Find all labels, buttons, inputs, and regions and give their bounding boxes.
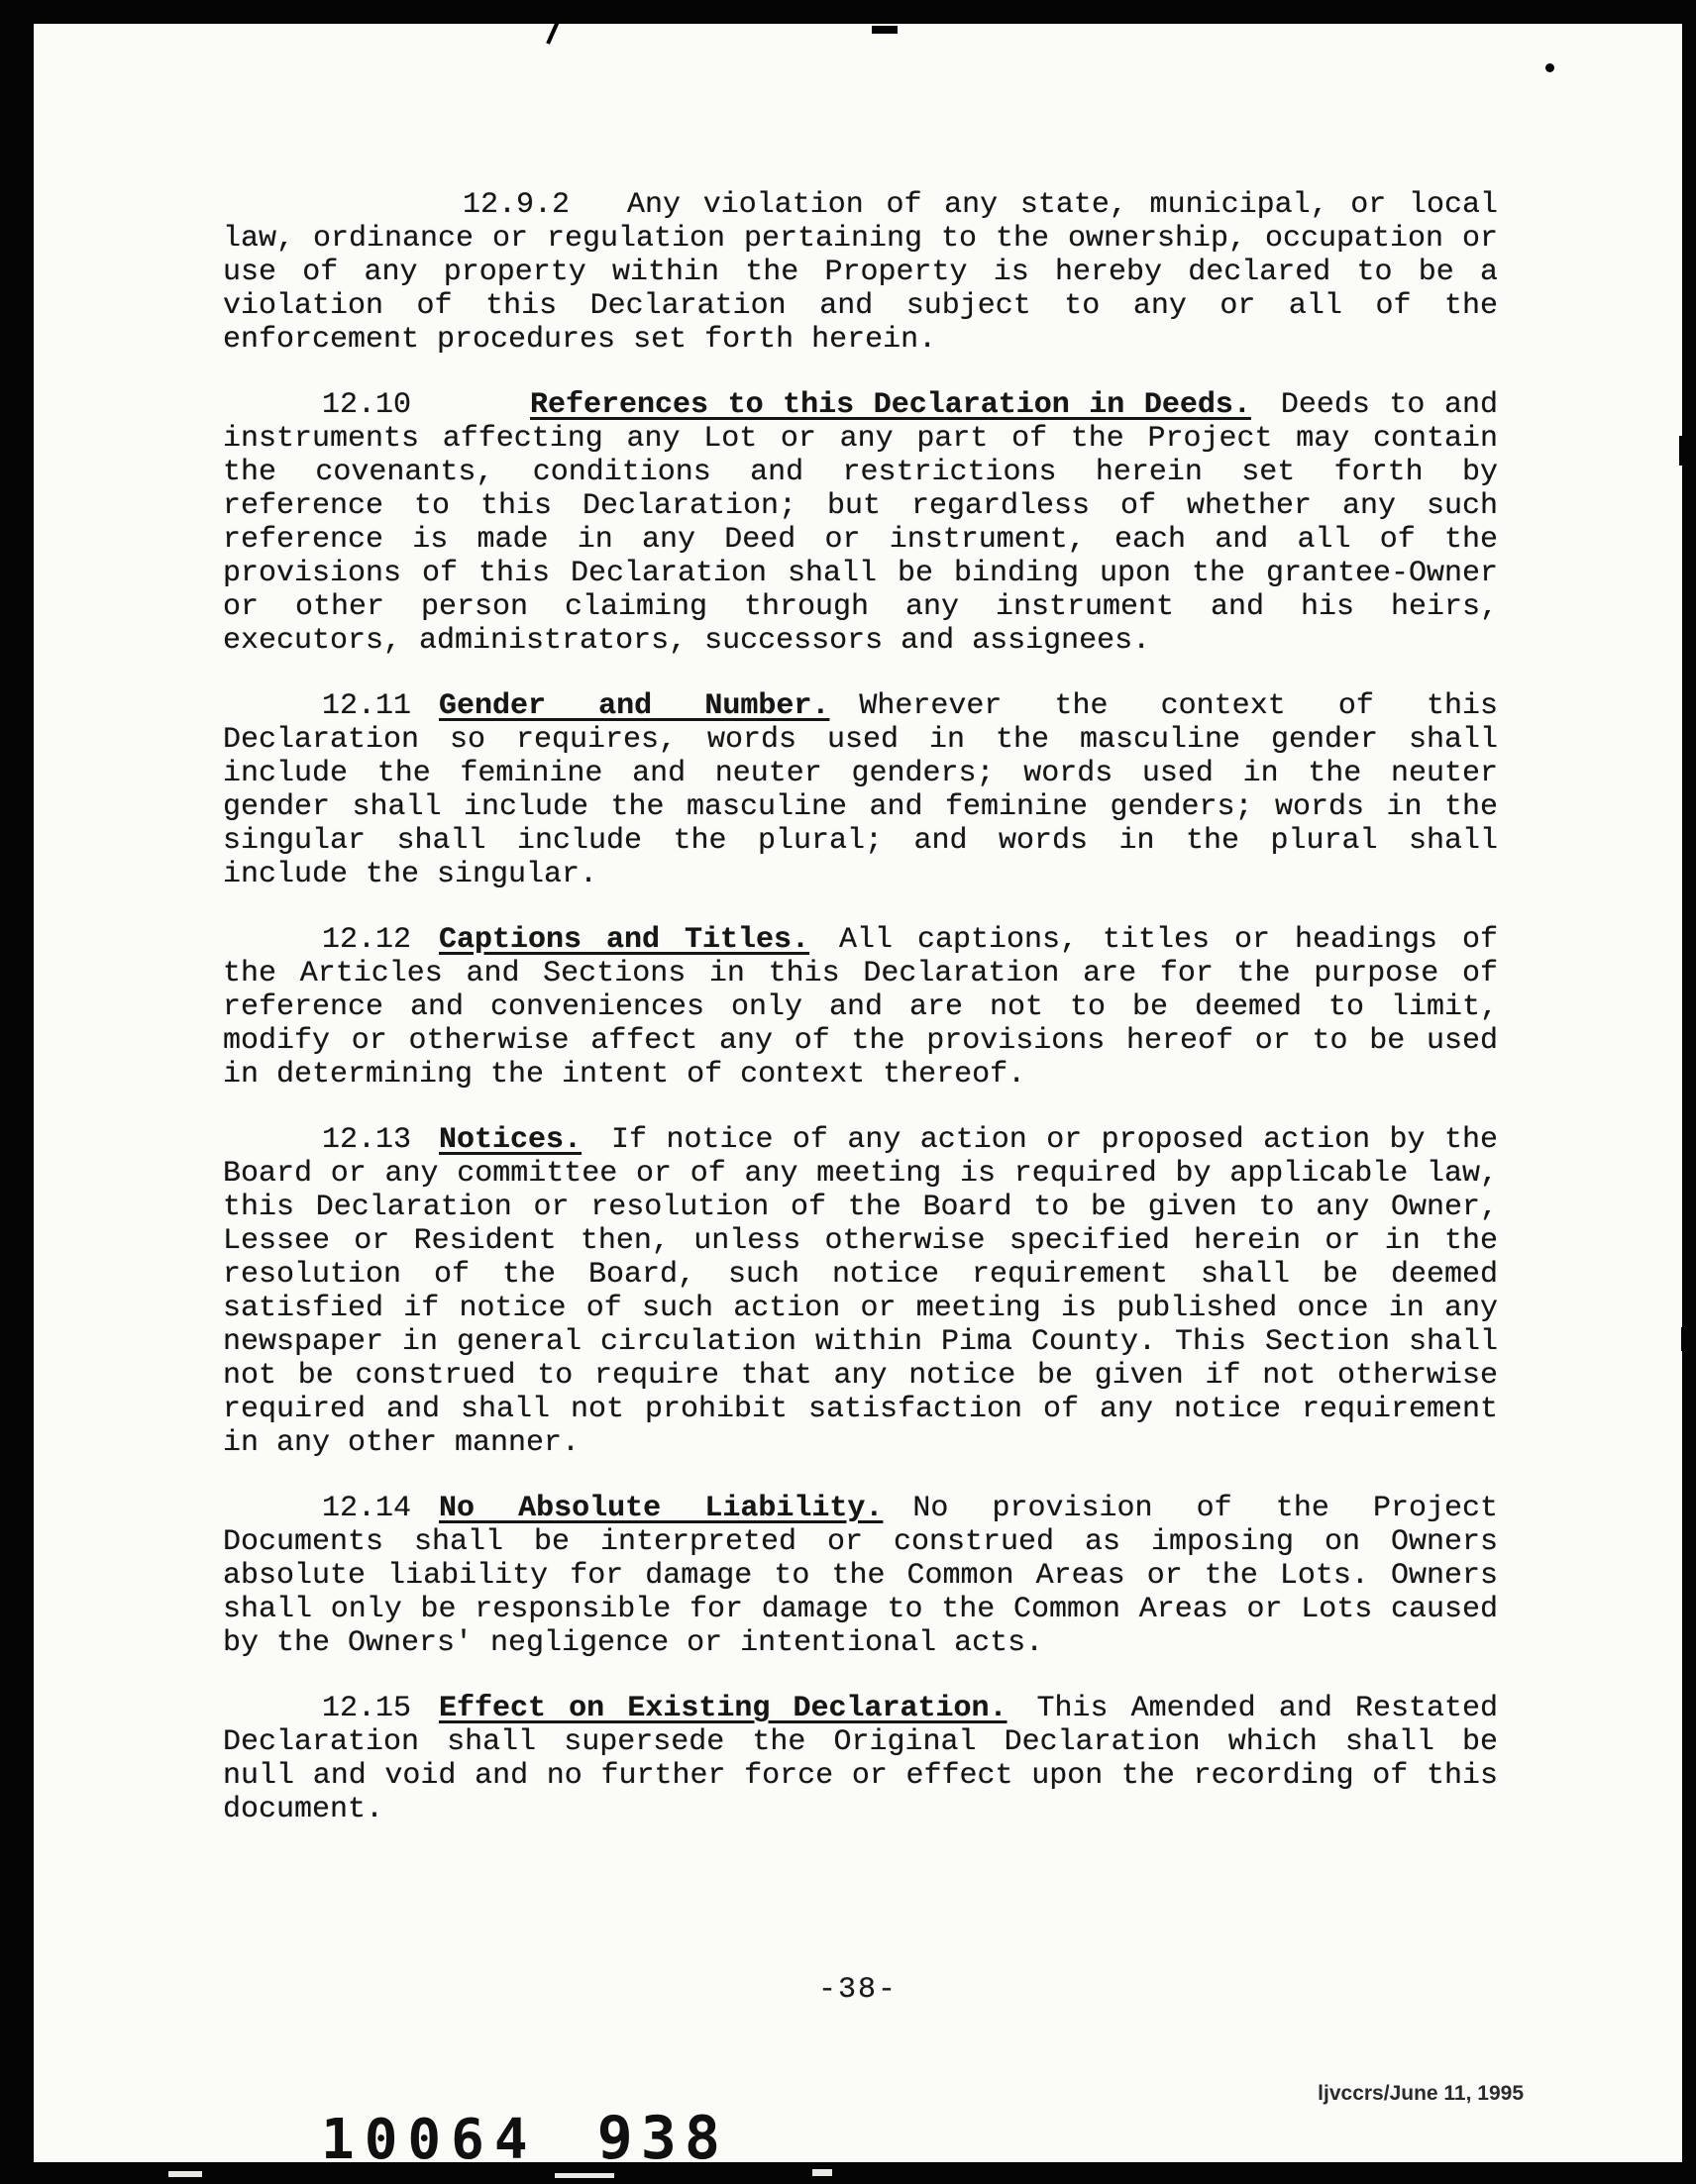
section-number: 12.13 (322, 1123, 412, 1157)
section-12-11 (223, 689, 1498, 891)
section-heading: Captions and Titles. (439, 923, 810, 957)
section-12-9-2 (223, 188, 1498, 357)
section-body: Wherever the context of this Declaration so requires, words used in the masculine gender shall include the feminine and neuter genders; words used in the neuter gender shall include the masculine and feminine genders; words in the singular shall include the plural; and words in the plural shall include the singular. (223, 689, 1498, 891)
section-number: 12.9.2 (463, 188, 571, 222)
section-12-15 (223, 1692, 1498, 1826)
section-heading: Gender and Number. (439, 689, 830, 723)
section-number: 12.12 (322, 923, 412, 957)
section-number: 12.14 (322, 1492, 412, 1525)
section-body: Any violation of any state, municipal, or local law, ordinance or regulation pertaining to the ownership, occupation or use of any property within the Property is hereby declared to be a violation of this Declaration and subject to any or all of the enforcement procedures set forth herein. (223, 188, 1498, 357)
section-body: Deeds to and instruments affecting any Lot or any part of the Project may contain the covenants, conditions and restrictions herein set forth by reference to this Declaration; but regardless of whether any such reference is made in any Deed or instrument, each and all of the provisions of this Declaration shall be binding upon the grantee-Owner or other person claiming through any instrument and his heirs, executors, administrators, successors and assignees. (223, 388, 1498, 658)
section-number: 12.15 (322, 1692, 412, 1725)
stamp-number-left: 10064 (321, 2108, 538, 2172)
section-12-14 (223, 1492, 1498, 1660)
scan-speck (4, 1575, 18, 1597)
section-body: All captions, titles or headings of the Articles and Sections in this Declaration are for the purpose of reference and conveniences only and are not to be deemed to limit, modify or otherwise affect any of the provisions hereof or to be used in determining the intent of context thereof. (223, 923, 1498, 1092)
page-number: -38- (817, 1973, 898, 2007)
section-12-12 (223, 923, 1498, 1092)
scan-speck (14, 327, 21, 335)
section-body: This Amended and Restated Declaration shall supersede the Original Declaration which shall be null and void and no further force or effect upon the recording of this document. (223, 1692, 1498, 1826)
scan-speck (10, 862, 18, 872)
section-12-13 (223, 1123, 1498, 1460)
section-body: If notice of any action or proposed action by the Board or any committee or of any meeting is required by applicable law, this Declaration or resolution of the Board to be given to any Owner, Lessee or Resident then, unless otherwise specified herein or in the resolution of the Board, such notice requirement shall be deemed satisfied if notice of such action or meeting is published once in any newspaper in general circulation within Pima County. This Section shall not be construed to require that any notice be given if not otherwise required and shall not prohibit satisfaction of any notice requirement in any other manner. (223, 1123, 1498, 1460)
section-heading: References to this Declaration in Deeds. (530, 388, 1251, 422)
scan-speck (1681, 1327, 1696, 1351)
section-heading: Notices. (439, 1123, 583, 1157)
section-heading: Effect on Existing Declaration. (439, 1692, 1007, 1725)
scan-speck (872, 26, 898, 34)
stamp-number-right: 938 (596, 2104, 728, 2173)
footer-reference-note: ljvccrs/June 11, 1995 (1318, 2082, 1524, 2105)
section-body: No provision of the Project Documents shall be interpreted or construed as imposing on Owners absolute liability for damage to the Common Areas or the Lots. Owners shall only be responsible for damage to the Common Areas or Lots caused by the Owners' negligence or intentional acts. (223, 1492, 1498, 1660)
section-12-10 (223, 388, 1498, 658)
section-number: 12.11 (322, 689, 412, 723)
document-body (223, 188, 1498, 1858)
document-page (34, 24, 1682, 2173)
recording-stamp (321, 2104, 728, 2173)
scan-speck (1545, 63, 1554, 72)
scan-edge-mark (168, 2171, 202, 2177)
scan-edge-mark (812, 2169, 832, 2176)
scan-speck (1679, 436, 1696, 466)
section-number: 12.10 (322, 388, 412, 422)
scan-edge-mark (555, 2173, 614, 2178)
section-heading: No Absolute Liability. (439, 1492, 884, 1525)
